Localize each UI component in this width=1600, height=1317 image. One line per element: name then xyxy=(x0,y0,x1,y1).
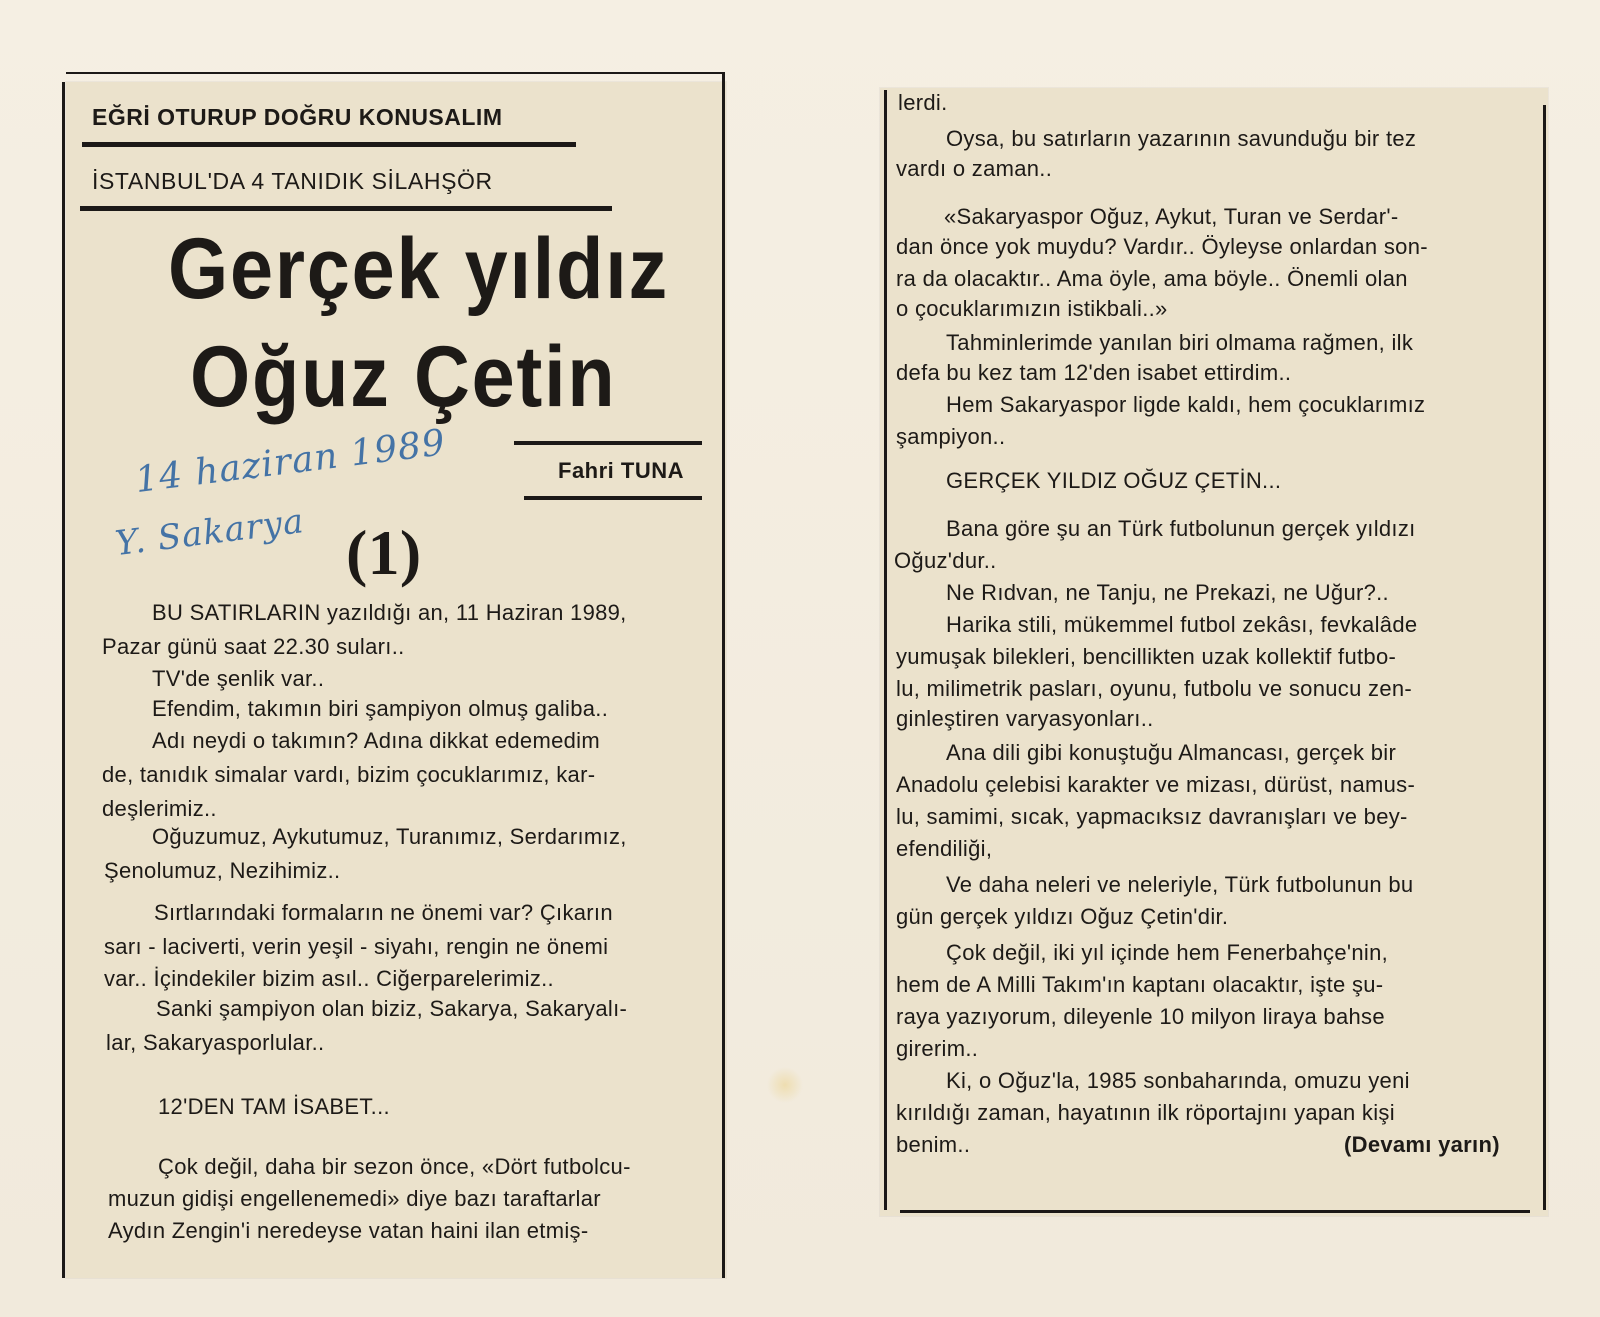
right-line-4: «Sakaryaspor Oğuz, Aykut, Turan ve Serdar'- xyxy=(944,204,1399,229)
left-line-2: Pazar günü saat 22.30 suları.. xyxy=(102,634,405,659)
right-line-17: yumuşak bilekleri, bencillikten uzak kollektif futbo- xyxy=(896,644,1397,669)
right-line-6: ra da olacaktır.. Ama öyle, ama böyle.. Önemli olan xyxy=(896,266,1408,291)
right-line-2: Oysa, bu satırların yazarının savunduğu bir tez xyxy=(946,126,1417,151)
right-line-10: Hem Sakaryaspor ligde kaldı, hem çocuklarımız xyxy=(946,392,1426,417)
right-line-30: Ki, o Oğuz'la, 1985 sonbaharında, omuzu yeni xyxy=(946,1068,1410,1093)
left-line-13: Sanki şampiyon olan biziz, Sakarya, Sakaryalı- xyxy=(156,996,628,1021)
right-line-29: girerim.. xyxy=(896,1036,979,1061)
headline-line2: Oğuz Çetin xyxy=(190,329,617,425)
right-line-21: Anadolu çelebisi karakter ve mizası, dürüst, namus- xyxy=(896,772,1416,797)
right-line-18: lu, milimetrik pasları, oyunu, futbolu ve sonucu zen- xyxy=(896,676,1413,701)
left-line-1: BU SATIRLARIN yazıldığı an, 11 Haziran 1989, xyxy=(152,600,627,625)
part-number: (1) xyxy=(346,517,422,588)
right-bottom-rule xyxy=(900,1210,1530,1213)
right-line-15: Ne Rıdvan, ne Tanju, ne Prekazi, ne Uğur?.. xyxy=(946,580,1389,605)
left-line-14: lar, Sakaryasporlular.. xyxy=(106,1030,325,1055)
right-line-31: kırıldığı zaman, hayatının ilk röportajını yapan kişi xyxy=(896,1100,1395,1125)
left-line-12: var.. İçindekiler bizim asıl.. Ciğerparelerimiz.. xyxy=(104,966,554,991)
handwritten-date: 14 haziran 1989 xyxy=(133,422,448,501)
subkicker-rule xyxy=(80,206,612,211)
byline-bottom-rule xyxy=(524,496,702,500)
right-line-20: Ana dili gibi konuştuğu Almancası, gerçek bir xyxy=(946,740,1397,765)
right-line-7: o çocuklarımızın istikbali..» xyxy=(896,296,1168,321)
right-line-32: benim.. xyxy=(896,1132,971,1157)
left-line-3: TV'de şenlik var.. xyxy=(152,666,325,691)
left-line-4: Efendim, takımın biri şampiyon olmuş galiba.. xyxy=(152,696,609,721)
right-left-border-rule xyxy=(884,90,887,1210)
right-line-16: Harika stili, mükemmel futbol zekâsı, fevkalâde xyxy=(946,612,1418,637)
left-line-6: de, tanıdık simalar vardı, bizim çocuklarımız, kar- xyxy=(102,762,596,787)
right-line-14: Oğuz'dur.. xyxy=(894,548,997,573)
left-line-10: Sırtlarındaki formaların ne önemi var? Çıkarın xyxy=(154,900,613,925)
right-line-3: vardı o zaman.. xyxy=(896,156,1053,181)
right-line-11: şampiyon.. xyxy=(896,424,1006,449)
right-line-9: defa bu kez tam 12'den isabet ettirdim.. xyxy=(896,360,1292,385)
right-line-19: ginleştiren varyasyonları.. xyxy=(896,706,1154,731)
left-line-18: Aydın Zengin'i neredeyse vatan haini ilan etmiş- xyxy=(108,1218,589,1243)
left-line-11: sarı - laciverti, verin yeşil - siyahı, rengin ne önemi xyxy=(104,934,609,959)
right-line-12: GERÇEK YILDIZ OĞUZ ÇETİN... xyxy=(946,468,1282,493)
left-line-17: muzun gidişi engellenemedi» diye bazı taraftarlar xyxy=(108,1186,601,1211)
right-line-8: Tahminlerimde yanılan biri olmama rağmen, ilk xyxy=(946,330,1414,355)
handwritten-place: Y. Sakarya xyxy=(113,501,307,564)
headline-line1: Gerçek yıldız xyxy=(168,221,669,317)
right-line-26: Çok değil, iki yıl içinde hem Fenerbahçe'nin, xyxy=(946,940,1389,965)
right-line-1: lerdi. xyxy=(898,90,948,115)
left-line-5: Adı neydi o takımın? Adına dikkat edemedim xyxy=(152,728,600,753)
left-line-7: deşlerimiz.. xyxy=(102,796,217,821)
left-line-15: 12'DEN TAM İSABET... xyxy=(158,1094,390,1119)
kicker-rule xyxy=(82,142,576,147)
continued-note: (Devamı yarın) xyxy=(1344,1132,1500,1157)
left-top-rule xyxy=(66,72,724,74)
right-line-25: gün gerçek yıldızı Oğuz Çetin'dir. xyxy=(896,904,1229,929)
right-line-5: dan önce yok muydu? Vardır.. Öyleyse onlardan son- xyxy=(896,234,1428,259)
byline-top-rule xyxy=(514,441,702,445)
left-right-border-rule xyxy=(722,72,725,1278)
right-right-border-rule xyxy=(1543,105,1546,1210)
left-line-8: Oğuzumuz, Aykutumuz, Turanımız, Serdarımız, xyxy=(152,824,627,849)
left-border-rule xyxy=(62,82,65,1278)
subkicker: İSTANBUL'DA 4 TANIDIK SİLAHŞÖR xyxy=(92,168,493,194)
right-line-13: Bana göre şu an Türk futbolunun gerçek yıldızı xyxy=(946,516,1416,541)
right-line-24: Ve daha neleri ve neleriyle, Türk futbolunun bu xyxy=(946,872,1414,897)
right-line-22: lu, samimi, sıcak, yapmacıksız davranışları ve bey- xyxy=(896,804,1408,829)
left-line-16: Çok değil, daha bir sezon önce, «Dört futbolcu- xyxy=(158,1154,631,1179)
right-line-27: hem de A Milli Takım'ın kaptanı olacaktır, işte şu- xyxy=(896,972,1384,997)
left-line-9: Şenolumuz, Nezihimiz.. xyxy=(104,858,341,883)
byline: Fahri TUNA xyxy=(558,458,684,483)
right-line-28: raya yazıyorum, dileyenle 10 milyon liraya bahse xyxy=(896,1004,1385,1029)
right-line-23: efendiliği, xyxy=(896,836,993,861)
kicker: EĞRİ OTURUP DOĞRU KONUSALIM xyxy=(92,104,503,130)
